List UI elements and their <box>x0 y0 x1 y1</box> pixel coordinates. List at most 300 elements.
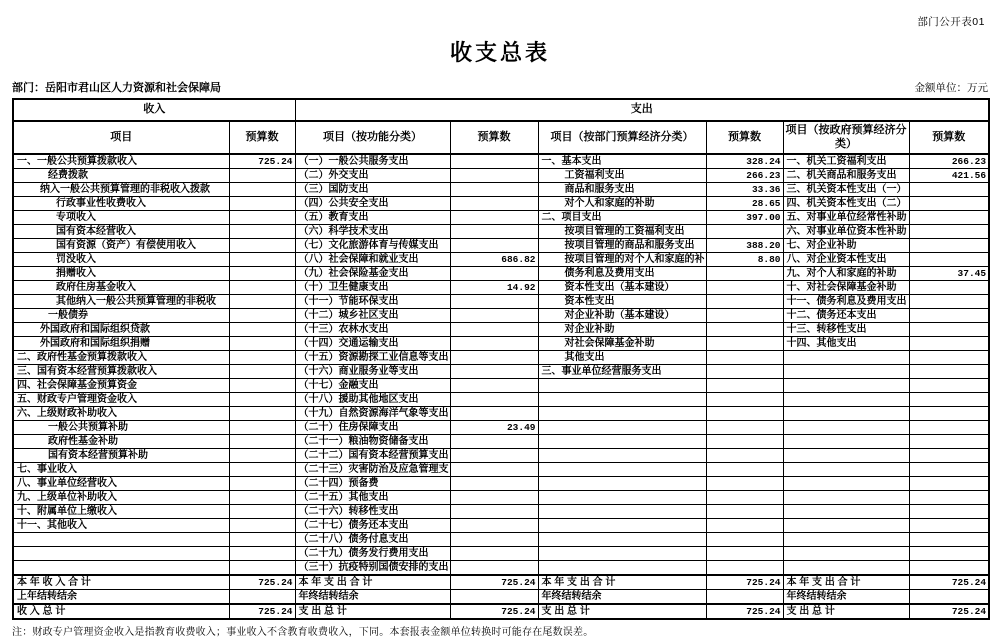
amount-cell <box>229 505 295 519</box>
amount-cell <box>909 463 989 477</box>
amount-cell: 8.80 <box>706 253 783 267</box>
amount-cell <box>450 491 538 505</box>
table-row <box>13 561 989 576</box>
item-cell: 年终结转结余 <box>295 590 450 605</box>
table-row <box>13 365 989 379</box>
amount-cell <box>909 323 989 337</box>
item-cell: 按项目管理的对个人和家庭的补 <box>538 253 706 267</box>
amount-cell <box>706 351 783 365</box>
amount-cell <box>706 365 783 379</box>
item-cell: 一般债券 <box>13 309 229 323</box>
item-cell: 三、机关资本性支出（一） <box>783 183 909 197</box>
amount-cell <box>909 505 989 519</box>
table-row <box>13 421 989 435</box>
item-cell: （二十三）灾害防治及应急管理支 <box>295 463 450 477</box>
amount-cell <box>450 393 538 407</box>
item-cell: 十、附属单位上缴收入 <box>13 505 229 519</box>
amount-cell: 266.23 <box>909 154 989 169</box>
amount-cell: 266.23 <box>706 169 783 183</box>
item-cell: （六）科学技术支出 <box>295 225 450 239</box>
amount-cell <box>909 183 989 197</box>
item-cell: 对企业补助（基本建设） <box>538 309 706 323</box>
table-row <box>13 393 989 407</box>
amount-cell <box>450 365 538 379</box>
amount-cell <box>450 505 538 519</box>
amount-cell: 725.24 <box>229 575 295 590</box>
item-cell <box>13 561 229 576</box>
amount-cell <box>450 323 538 337</box>
amount-cell <box>706 435 783 449</box>
table-row <box>13 323 989 337</box>
amount-cell <box>450 337 538 351</box>
table-row <box>13 491 989 505</box>
amount-cell <box>909 449 989 463</box>
item-cell <box>538 421 706 435</box>
item-cell: 对社会保障基金补助 <box>538 337 706 351</box>
item-cell <box>13 547 229 561</box>
item-cell: （十五）资源勘探工业信息等支出 <box>295 351 450 365</box>
amount-cell <box>909 379 989 393</box>
item-cell: 国有资本经营收入 <box>13 225 229 239</box>
amount-cell <box>229 323 295 337</box>
item-cell: 资本性支出 <box>538 295 706 309</box>
amount-cell <box>706 421 783 435</box>
amount-cell: 725.24 <box>229 604 295 619</box>
item-cell: 外国政府和国际组织贷款 <box>13 323 229 337</box>
amount-cell <box>229 169 295 183</box>
item-cell <box>783 505 909 519</box>
amount-cell <box>909 295 989 309</box>
amount-cell <box>229 491 295 505</box>
budget-table <box>12 98 990 620</box>
item-cell: 年终结转结余 <box>538 590 706 605</box>
amount-cell <box>229 421 295 435</box>
item-cell: （三）国防支出 <box>295 183 450 197</box>
item-cell <box>538 449 706 463</box>
item-cell <box>783 463 909 477</box>
amount-cell <box>229 393 295 407</box>
amount-cell: 725.24 <box>450 604 538 619</box>
item-cell <box>783 477 909 491</box>
amount-cell <box>229 365 295 379</box>
amount-cell <box>229 533 295 547</box>
amount-cell <box>909 590 989 605</box>
item-cell <box>783 561 909 576</box>
item-cell: （七）文化旅游体育与传媒支出 <box>295 239 450 253</box>
table-row <box>13 505 989 519</box>
amount-cell <box>450 295 538 309</box>
footnote: 注：财政专户管理资金收入是指教育收费收入；事业收入不含教育收费收入，下同。本套报表金额单位转换时可能存在尾数误差。 <box>12 627 594 638</box>
item-cell: 支 出 总 计 <box>783 604 909 619</box>
item-cell: 十三、转移性支出 <box>783 323 909 337</box>
item-cell: 三、国有资本经营预算拨款收入 <box>13 365 229 379</box>
amount-cell <box>450 463 538 477</box>
item-cell: （二十六）转移性支出 <box>295 505 450 519</box>
column-header-dept-economic-budget: 预算数 <box>706 121 783 154</box>
amount-cell <box>450 225 538 239</box>
amount-cell <box>909 477 989 491</box>
amount-cell <box>229 463 295 477</box>
amount-cell <box>450 197 538 211</box>
item-cell: 政府住房基金收入 <box>13 281 229 295</box>
item-cell: 经费拨款 <box>13 169 229 183</box>
item-cell: 纳入一般公共预算管理的非税收入拨款 <box>13 183 229 197</box>
column-header-income-item: 项目 <box>13 121 229 154</box>
amount-cell <box>450 239 538 253</box>
amount-cell <box>909 393 989 407</box>
amount-cell <box>706 491 783 505</box>
amount-cell <box>450 309 538 323</box>
amount-cell <box>706 477 783 491</box>
item-cell: 一般公共预算补助 <box>13 421 229 435</box>
amount-cell <box>450 267 538 281</box>
amount-cell <box>450 211 538 225</box>
amount-cell <box>706 533 783 547</box>
amount-cell: 725.24 <box>229 154 295 169</box>
column-header-gov-economic-item: 项目（按政府预算经济分类） <box>783 121 909 154</box>
item-cell: 本 年 支 出 合 计 <box>783 575 909 590</box>
item-cell: 十二、债务还本支出 <box>783 309 909 323</box>
item-cell <box>783 533 909 547</box>
item-cell <box>538 379 706 393</box>
item-cell: （十四）交通运输支出 <box>295 337 450 351</box>
table-row <box>13 309 989 323</box>
item-cell: 捐赠收入 <box>13 267 229 281</box>
item-cell: （二十九）债务发行费用支出 <box>295 547 450 561</box>
amount-cell: 725.24 <box>706 604 783 619</box>
item-cell: 对企业补助 <box>538 323 706 337</box>
amount-cell <box>909 533 989 547</box>
item-cell: （十）卫生健康支出 <box>295 281 450 295</box>
amount-cell: 421.56 <box>909 169 989 183</box>
amount-cell <box>706 407 783 421</box>
item-cell <box>538 407 706 421</box>
table-row <box>13 154 989 169</box>
amount-cell: 23.49 <box>450 421 538 435</box>
amount-cell <box>229 519 295 533</box>
amount-cell <box>229 239 295 253</box>
amount-cell <box>909 421 989 435</box>
item-cell: 七、事业收入 <box>13 463 229 477</box>
amount-cell <box>706 393 783 407</box>
amount-cell <box>229 253 295 267</box>
unit-label: 金额单位：万元 <box>914 82 988 94</box>
amount-cell <box>909 519 989 533</box>
amount-cell <box>909 491 989 505</box>
amount-cell: 686.82 <box>450 253 538 267</box>
amount-cell: 725.24 <box>450 575 538 590</box>
item-cell: （二）外交支出 <box>295 169 450 183</box>
amount-cell <box>706 281 783 295</box>
table-row <box>13 379 989 393</box>
item-cell: 支 出 总 计 <box>538 604 706 619</box>
item-cell <box>538 533 706 547</box>
item-cell: （十三）农林水支出 <box>295 323 450 337</box>
amount-cell: 725.24 <box>909 575 989 590</box>
column-header-functional-item: 项目（按功能分类） <box>295 121 450 154</box>
expense-group-header: 支出 <box>295 99 989 121</box>
item-cell: 行政事业性收费收入 <box>13 197 229 211</box>
amount-cell: 14.92 <box>450 281 538 295</box>
item-cell: （五）教育支出 <box>295 211 450 225</box>
item-cell: 四、机关资本性支出（二） <box>783 197 909 211</box>
amount-cell: 328.24 <box>706 154 783 169</box>
amount-cell <box>909 281 989 295</box>
item-cell: 年终结转结余 <box>783 590 909 605</box>
item-cell: 外国政府和国际组织捐赠 <box>13 337 229 351</box>
income-group-header: 收入 <box>13 99 295 121</box>
amount-cell <box>706 449 783 463</box>
amount-cell <box>706 225 783 239</box>
table-row <box>13 211 989 225</box>
amount-cell: 388.20 <box>706 239 783 253</box>
item-cell: 一、基本支出 <box>538 154 706 169</box>
amount-cell <box>909 309 989 323</box>
column-header-dept-economic-item: 项目（按部门预算经济分类） <box>538 121 706 154</box>
table-row <box>13 225 989 239</box>
item-cell <box>783 547 909 561</box>
item-cell: 九、上级单位补助收入 <box>13 491 229 505</box>
item-cell: 对个人和家庭的补助 <box>538 197 706 211</box>
item-cell: （二十四）预备费 <box>295 477 450 491</box>
item-cell: 上年结转结余 <box>13 590 229 605</box>
column-header-gov-economic-budget: 预算数 <box>909 121 989 154</box>
amount-cell <box>706 379 783 393</box>
item-cell: 五、对事业单位经常性补助 <box>783 211 909 225</box>
amount-cell: 33.36 <box>706 183 783 197</box>
item-cell: （二十）住房保障支出 <box>295 421 450 435</box>
amount-cell <box>706 590 783 605</box>
item-cell <box>538 491 706 505</box>
amount-cell: 725.24 <box>706 575 783 590</box>
amount-cell <box>450 449 538 463</box>
item-cell: 本 年 收 入 合 计 <box>13 575 229 590</box>
item-cell: （十二）城乡社区支出 <box>295 309 450 323</box>
item-cell: 本 年 支 出 合 计 <box>538 575 706 590</box>
amount-cell <box>450 561 538 576</box>
amount-cell <box>450 351 538 365</box>
amount-cell <box>450 183 538 197</box>
group-header-row <box>13 99 989 121</box>
item-cell: 一、一般公共预算拨款收入 <box>13 154 229 169</box>
amount-cell <box>909 435 989 449</box>
item-cell <box>783 407 909 421</box>
item-cell: 工资福利支出 <box>538 169 706 183</box>
amount-cell <box>450 154 538 169</box>
item-cell: 支 出 总 计 <box>295 604 450 619</box>
item-cell <box>538 393 706 407</box>
amount-cell <box>706 309 783 323</box>
item-cell: 五、财政专户管理资金收入 <box>13 393 229 407</box>
amount-cell <box>706 323 783 337</box>
amount-cell <box>450 519 538 533</box>
amount-cell <box>909 239 989 253</box>
amount-cell: 725.24 <box>909 604 989 619</box>
amount-cell <box>229 183 295 197</box>
table-row <box>13 169 989 183</box>
item-cell: （九）社会保险基金支出 <box>295 267 450 281</box>
item-cell: 六、上级财政补助收入 <box>13 407 229 421</box>
table-row <box>13 533 989 547</box>
summary-row <box>13 604 989 619</box>
amount-cell <box>229 561 295 576</box>
item-cell <box>13 533 229 547</box>
amount-cell <box>706 505 783 519</box>
item-cell: 一、机关工资福利支出 <box>783 154 909 169</box>
item-cell <box>783 519 909 533</box>
item-cell: 按项目管理的工资福利支出 <box>538 225 706 239</box>
amount-cell <box>706 463 783 477</box>
table-row <box>13 239 989 253</box>
amount-cell <box>706 267 783 281</box>
amount-cell <box>450 435 538 449</box>
table-row <box>13 477 989 491</box>
amount-cell <box>229 547 295 561</box>
amount-cell <box>909 197 989 211</box>
amount-cell <box>229 435 295 449</box>
amount-cell <box>229 281 295 295</box>
table-row <box>13 183 989 197</box>
table-row <box>13 351 989 365</box>
amount-cell <box>706 337 783 351</box>
item-cell: 七、对企业补助 <box>783 239 909 253</box>
amount-cell <box>706 561 783 576</box>
meta-row <box>12 79 988 95</box>
amount-cell <box>229 337 295 351</box>
amount-cell <box>229 309 295 323</box>
table-row <box>13 281 989 295</box>
amount-cell <box>450 407 538 421</box>
item-cell: 十一、债务利息及费用支出 <box>783 295 909 309</box>
item-cell: 八、事业单位经营收入 <box>13 477 229 491</box>
item-cell: 国有资源（资产）有偿使用收入 <box>13 239 229 253</box>
item-cell <box>538 477 706 491</box>
item-cell <box>538 463 706 477</box>
amount-cell <box>229 211 295 225</box>
amount-cell <box>909 225 989 239</box>
amount-cell <box>909 351 989 365</box>
item-cell: 其他纳入一般公共预算管理的非税收 <box>13 295 229 309</box>
table-row <box>13 253 989 267</box>
table-row <box>13 337 989 351</box>
table-row <box>13 547 989 561</box>
amount-cell <box>450 169 538 183</box>
item-cell: 罚没收入 <box>13 253 229 267</box>
page-title: 收支总表 <box>449 40 550 65</box>
amount-cell <box>229 590 295 605</box>
item-cell: （二十七）债务还本支出 <box>295 519 450 533</box>
item-cell: 其他支出 <box>538 351 706 365</box>
amount-cell <box>229 295 295 309</box>
item-cell: （十八）援助其他地区支出 <box>295 393 450 407</box>
item-cell: （十九）自然资源海洋气象等支出 <box>295 407 450 421</box>
table-row <box>13 463 989 477</box>
amount-cell <box>229 449 295 463</box>
amount-cell <box>229 197 295 211</box>
item-cell: （十一）节能环保支出 <box>295 295 450 309</box>
amount-cell <box>229 351 295 365</box>
item-cell: 国有资本经营预算补助 <box>13 449 229 463</box>
item-cell <box>538 435 706 449</box>
amount-cell <box>229 477 295 491</box>
table-row <box>13 435 989 449</box>
item-cell <box>538 505 706 519</box>
item-cell: （一）一般公共服务支出 <box>295 154 450 169</box>
item-cell <box>783 393 909 407</box>
item-cell: 债务利息及费用支出 <box>538 267 706 281</box>
item-cell: 二、机关商品和服务支出 <box>783 169 909 183</box>
item-cell: （二十五）其他支出 <box>295 491 450 505</box>
item-cell: （八）社会保障和就业支出 <box>295 253 450 267</box>
item-cell: 十、对社会保障基金补助 <box>783 281 909 295</box>
item-cell <box>538 519 706 533</box>
item-cell <box>783 491 909 505</box>
table-row <box>13 267 989 281</box>
item-cell: （十六）商业服务业等支出 <box>295 365 450 379</box>
table-row <box>13 197 989 211</box>
amount-cell <box>909 337 989 351</box>
amount-cell <box>450 477 538 491</box>
item-cell: （二十二）国有资本经营预算支出 <box>295 449 450 463</box>
amount-cell <box>909 547 989 561</box>
item-cell <box>783 379 909 393</box>
item-cell: 二、项目支出 <box>538 211 706 225</box>
item-cell <box>538 547 706 561</box>
item-cell: 专项收入 <box>13 211 229 225</box>
amount-cell <box>450 547 538 561</box>
item-cell: 八、对企业资本性支出 <box>783 253 909 267</box>
item-cell <box>783 351 909 365</box>
amount-cell <box>229 407 295 421</box>
form-code: 部门公开表01 <box>917 16 985 28</box>
item-cell: 收 入 总 计 <box>13 604 229 619</box>
item-cell: （三十）抗疫特别国债安排的支出 <box>295 561 450 576</box>
amount-cell: 397.00 <box>706 211 783 225</box>
amount-cell <box>450 590 538 605</box>
amount-cell <box>229 225 295 239</box>
department-label: 部门：岳阳市君山区人力资源和社会保障局 <box>12 82 221 94</box>
item-cell: 十四、其他支出 <box>783 337 909 351</box>
item-cell: 三、事业单位经营服务支出 <box>538 365 706 379</box>
amount-cell <box>909 407 989 421</box>
item-cell: 四、社会保障基金预算资金 <box>13 379 229 393</box>
amount-cell <box>909 561 989 576</box>
table-row <box>13 295 989 309</box>
item-cell: 商品和服务支出 <box>538 183 706 197</box>
table-row <box>13 449 989 463</box>
amount-cell <box>706 295 783 309</box>
item-cell: （二十八）债务付息支出 <box>295 533 450 547</box>
item-cell: （二十一）粮油物资储备支出 <box>295 435 450 449</box>
amount-cell <box>909 211 989 225</box>
item-cell: 本 年 支 出 合 计 <box>295 575 450 590</box>
item-cell <box>783 435 909 449</box>
item-cell <box>783 421 909 435</box>
budget-table-body <box>13 154 989 619</box>
amount-cell <box>909 253 989 267</box>
table-row <box>13 519 989 533</box>
item-cell: （四）公共安全支出 <box>295 197 450 211</box>
amount-cell <box>450 533 538 547</box>
item-cell <box>783 365 909 379</box>
item-cell: 六、对事业单位资本性补助 <box>783 225 909 239</box>
amount-cell <box>229 267 295 281</box>
item-cell <box>538 561 706 576</box>
amount-cell <box>706 519 783 533</box>
summary-row <box>13 590 989 605</box>
item-cell: 十一、其他收入 <box>13 519 229 533</box>
item-cell: （十七）金融支出 <box>295 379 450 393</box>
